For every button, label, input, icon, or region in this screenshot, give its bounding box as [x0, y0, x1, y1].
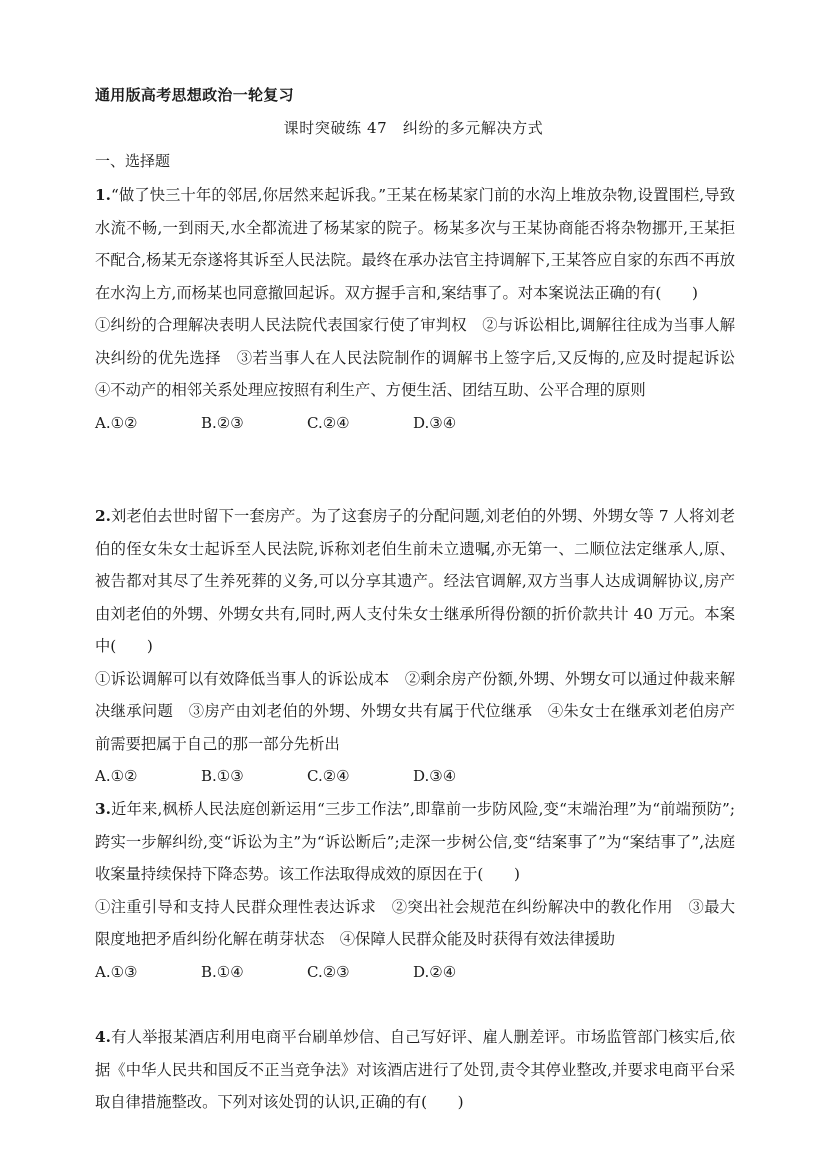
question-stem: [95, 179, 735, 309]
option-b[interactable]: B.①③: [201, 767, 244, 785]
question-number: 2.: [95, 507, 111, 525]
option-a[interactable]: A.①③: [95, 962, 138, 981]
question-number: 3.: [95, 800, 111, 818]
question-3: [95, 793, 735, 988]
exercise-title: 课时突破练 47 纠纷的多元解决方式: [283, 119, 544, 137]
question-statements: ①诉讼调解可以有效降低当事人的诉讼成本 ②剩余房产份额,外甥、外甥女可以通过仲裁来解决继承问题 ③房产由刘老伯的外甥、外甥女共有属于代位继承 ④朱女士在继承刘老伯房产前需要把属于自己的那一部分先析出: [95, 669, 735, 753]
question-stem: [95, 793, 735, 891]
answer-options: [95, 956, 735, 988]
question-stem-text: 有人举报某酒店利用电商平台刷单炒信、自己写好评、雇人删差评。市场监管部门核实后,依据《中华人民共和国反不正当竞争法》对该酒店进行了处罚,责令其停业整改,并要求电商平台采取自律措施整改。下列对该处罚的认识,正确的有( ): [95, 1028, 735, 1111]
option-a[interactable]: A.①②: [95, 767, 138, 785]
option-d[interactable]: D.③④: [413, 767, 457, 785]
option-b[interactable]: B.②③: [201, 413, 244, 432]
question-stem-text: “做了快三十年的邻居,你居然来起诉我。”王某在杨某家门前的水沟上堆放杂物,设置围栏,导致水流不畅,一到雨天,水全都流进了杨某家的院子。杨某多次与王某协商能否将杂物挪开,王某拒不配合,杨某无奈遂将其诉至人民法院。最终在承办法官主持调解下,王某答应自家的东西不再放在水沟上方,而杨某也同意撤回起诉。双方握手言和,案结事了。对本案说法正确的有( ): [95, 186, 735, 302]
section-heading: 一、选择题: [95, 152, 171, 170]
option-c[interactable]: C.②③: [307, 962, 350, 981]
document-header: 通用版高考思想政治一轮复习: [95, 86, 294, 104]
question-stem-text: 刘老伯去世时留下一套房产。为了这套房子的分配问题,刘老伯的外甥、外甥女等 7 人将刘老伯的侄女朱女士起诉至人民法院,诉称刘老伯生前未立遗嘱,亦无第一、二顺位法定继承人,原、被告都对其尽了生养死葬的义务,可以分享其遗产。经法官调解,双方当事人达成调解协议,房产由刘老伯的外甥、外甥女共有,同时,两人支付朱女士继承所得份额的折价款共计 40 万元。本案中( ): [95, 507, 735, 655]
question-statements: ①纠纷的合理解决表明人民法院代表国家行使了审判权 ②与诉讼相比,调解往往成为当事人解决纠纷的优先选择 ③若当事人在人民法院制作的调解书上签字后,又反悔的,应及时提起诉讼 ④不动产的相邻关系处理应按照有利生产、方便生活、团结互助、公平合理的原则: [95, 316, 751, 399]
answer-options: [95, 407, 735, 439]
option-c[interactable]: C.②④: [307, 767, 350, 785]
option-c[interactable]: C.②④: [307, 413, 350, 432]
answer-options: [95, 760, 735, 792]
question-stem: [95, 1021, 735, 1119]
question-1: [95, 179, 751, 439]
question-4: [95, 1021, 735, 1119]
question-statements: ①注重引导和支持人民群众理性表达诉求 ②突出社会规范在纠纷解决中的教化作用 ③最大限度地把矛盾纠纷化解在萌芽状态 ④保障人民群众能及时获得有效法律援助: [95, 897, 735, 948]
question-stem: [95, 500, 735, 663]
option-d[interactable]: D.③④: [413, 413, 457, 432]
question-number: 1.: [95, 186, 111, 204]
option-a[interactable]: A.①②: [95, 413, 138, 432]
question-2: [95, 500, 735, 792]
question-number: 4.: [95, 1028, 111, 1046]
option-b[interactable]: B.①④: [201, 962, 244, 981]
question-stem-text: 近年来,枫桥人民法庭创新运用“三步工作法”,即靠前一步防风险,变“末端治理”为“前端预防”;跨实一步解纠纷,变“诉讼为主”为“诉讼断后”;走深一步树公信,变“结案事了”为“案结事了”,法庭收案量持续保持下降态势。该工作法取得成效的原因在于( ): [95, 800, 735, 883]
option-d[interactable]: D.②④: [413, 962, 457, 981]
